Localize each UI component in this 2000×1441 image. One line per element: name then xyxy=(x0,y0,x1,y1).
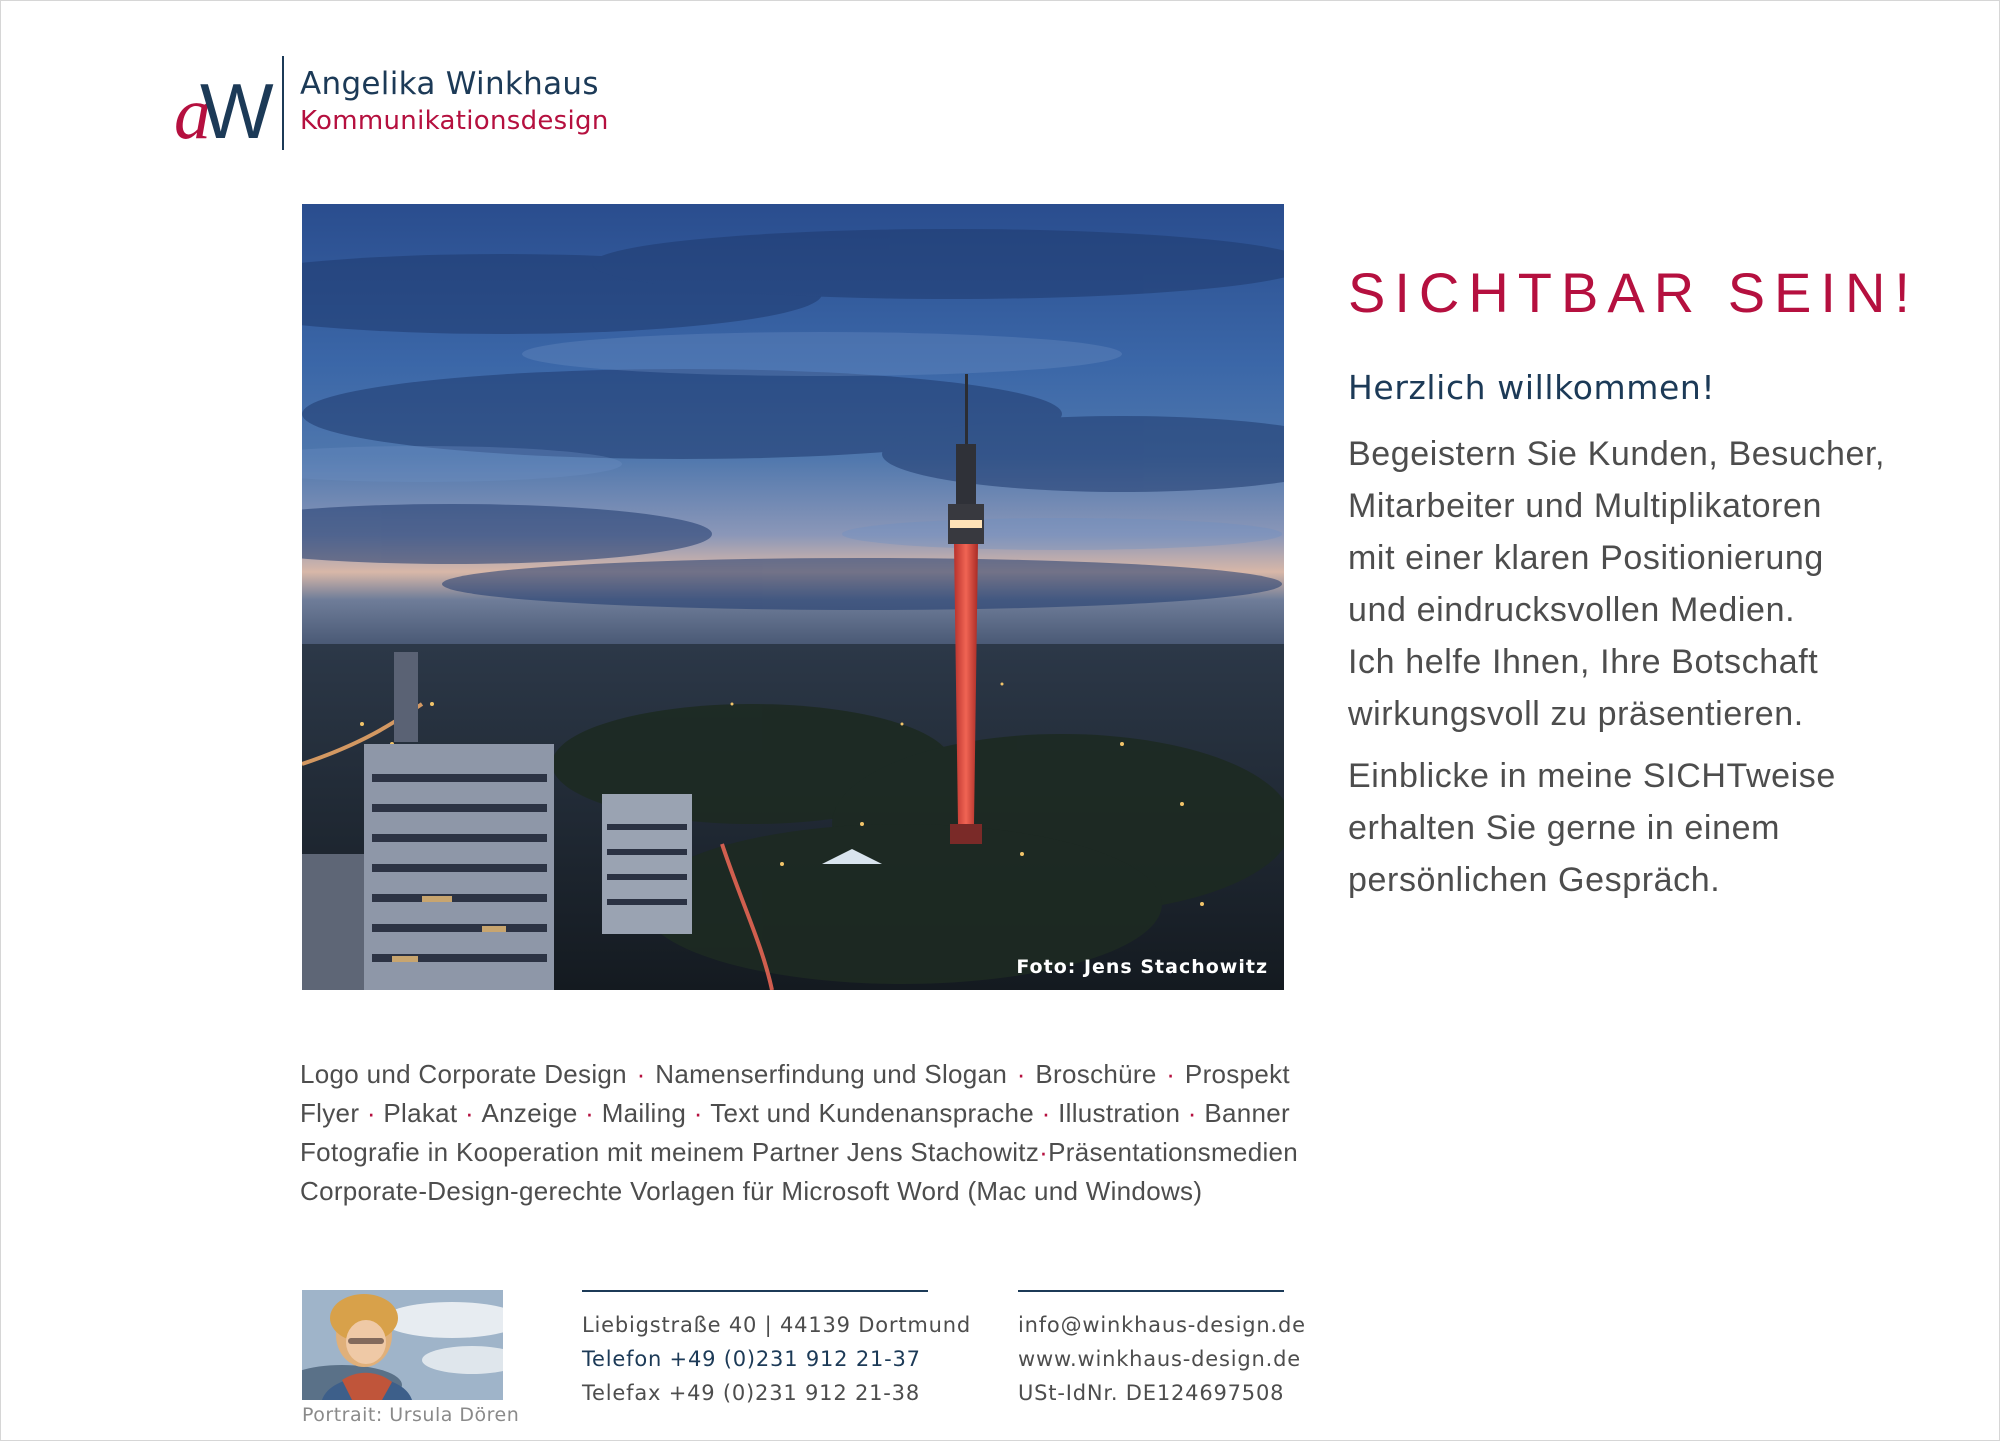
separator-dot: · xyxy=(465,1098,474,1128)
intro-line: Einblicke in meine SICHTweise xyxy=(1348,757,1836,795)
service-item: Plakat xyxy=(383,1098,458,1128)
separator-dot: · xyxy=(1166,1059,1176,1089)
separator-dot: · xyxy=(585,1098,595,1128)
service-item: Corporate-Design-gerechte Vorlagen für Microsoft Word (Mac und Windows) xyxy=(300,1176,1203,1206)
intro-line: und eindrucksvollen Medien. xyxy=(1348,591,1796,629)
welcome-heading: Herzlich willkommen! xyxy=(1348,368,1716,407)
separator-dot: · xyxy=(1041,1098,1051,1128)
service-item: Banner xyxy=(1204,1098,1290,1128)
headline: SICHTBAR SEIN! xyxy=(1348,261,1919,324)
intro-line: wirkungsvoll zu präsentieren. xyxy=(1348,695,1804,733)
service-item: Fotografie in Kooperation mit meinem Partner Jens Stachowitz xyxy=(300,1137,1040,1167)
footer-rule xyxy=(1018,1290,1284,1292)
intro-paragraph-2 xyxy=(1348,750,1978,906)
separator-dot: · xyxy=(636,1059,646,1089)
svg-text:a: a xyxy=(174,73,211,150)
intro-line: erhalten Sie gerne in einem xyxy=(1348,809,1781,847)
fax: Telefax +49 (0)231 912 21-38 xyxy=(582,1381,920,1405)
vat-id: USt-IdNr. DE124697508 xyxy=(1018,1381,1285,1405)
separator-dot: · xyxy=(693,1098,703,1128)
service-item: Präsentationsmedien xyxy=(1048,1137,1299,1167)
service-item: Text und Kundenansprache xyxy=(710,1098,1035,1128)
service-item: Prospekt xyxy=(1184,1059,1290,1089)
services-row xyxy=(300,1172,1290,1211)
services-list xyxy=(300,1055,1299,1211)
intro-line: Mitarbeiter und Multiplikatoren xyxy=(1348,487,1823,525)
service-item: Namenserfindung und Slogan xyxy=(655,1059,1008,1089)
service-item: Illustration xyxy=(1058,1098,1181,1128)
brand-name: Angelika Winkhaus xyxy=(300,66,599,102)
address: Liebigstraße 40 | 44139 Dortmund xyxy=(582,1313,971,1337)
contact-online-block xyxy=(1018,1308,1306,1410)
website-link[interactable]: www.winkhaus-design.de xyxy=(1018,1347,1301,1371)
intro-line: persönlichen Gespräch. xyxy=(1348,861,1721,899)
phone-link[interactable]: Telefon +49 (0)231 912 21-37 xyxy=(582,1347,921,1371)
email-link[interactable]: info@winkhaus-design.de xyxy=(1018,1313,1306,1337)
footer-rule xyxy=(582,1290,928,1292)
intro-line: Begeistern Sie Kunden, Besucher, xyxy=(1348,435,1886,473)
service-item: Logo und Corporate Design xyxy=(300,1059,627,1089)
separator-dot: · xyxy=(366,1098,376,1128)
service-item: Anzeige xyxy=(481,1098,578,1128)
logo-divider xyxy=(282,56,284,150)
logo-mark-icon xyxy=(174,56,276,150)
svg-text:W: W xyxy=(200,67,274,150)
intro-line: Ich helfe Ihnen, Ihre Botschaft xyxy=(1348,643,1819,681)
separator-dot: · xyxy=(1187,1098,1197,1128)
services-row xyxy=(300,1094,1290,1133)
intro-line: mit einer klaren Positionierung xyxy=(1348,539,1824,577)
contact-address-block xyxy=(582,1308,971,1410)
service-item: Broschüre xyxy=(1035,1059,1157,1089)
photo-credit: Foto: Jens Stachowitz xyxy=(1016,956,1268,978)
services-row xyxy=(300,1055,1290,1094)
separator-dot: · xyxy=(1016,1059,1026,1089)
brand-logo[interactable] xyxy=(174,56,276,150)
services-row xyxy=(300,1133,1299,1172)
intro-paragraph-1 xyxy=(1348,428,1978,740)
service-item: Flyer xyxy=(300,1098,360,1128)
service-item: Mailing xyxy=(601,1098,687,1128)
brand-subtitle: Kommunikationsdesign xyxy=(300,106,609,136)
hero-photo xyxy=(302,204,1284,990)
portrait-credit: Portrait: Ursula Dören xyxy=(302,1404,520,1426)
portrait-photo xyxy=(302,1290,503,1400)
intro-text xyxy=(1348,428,1978,916)
separator-dot: · xyxy=(1039,1137,1049,1167)
